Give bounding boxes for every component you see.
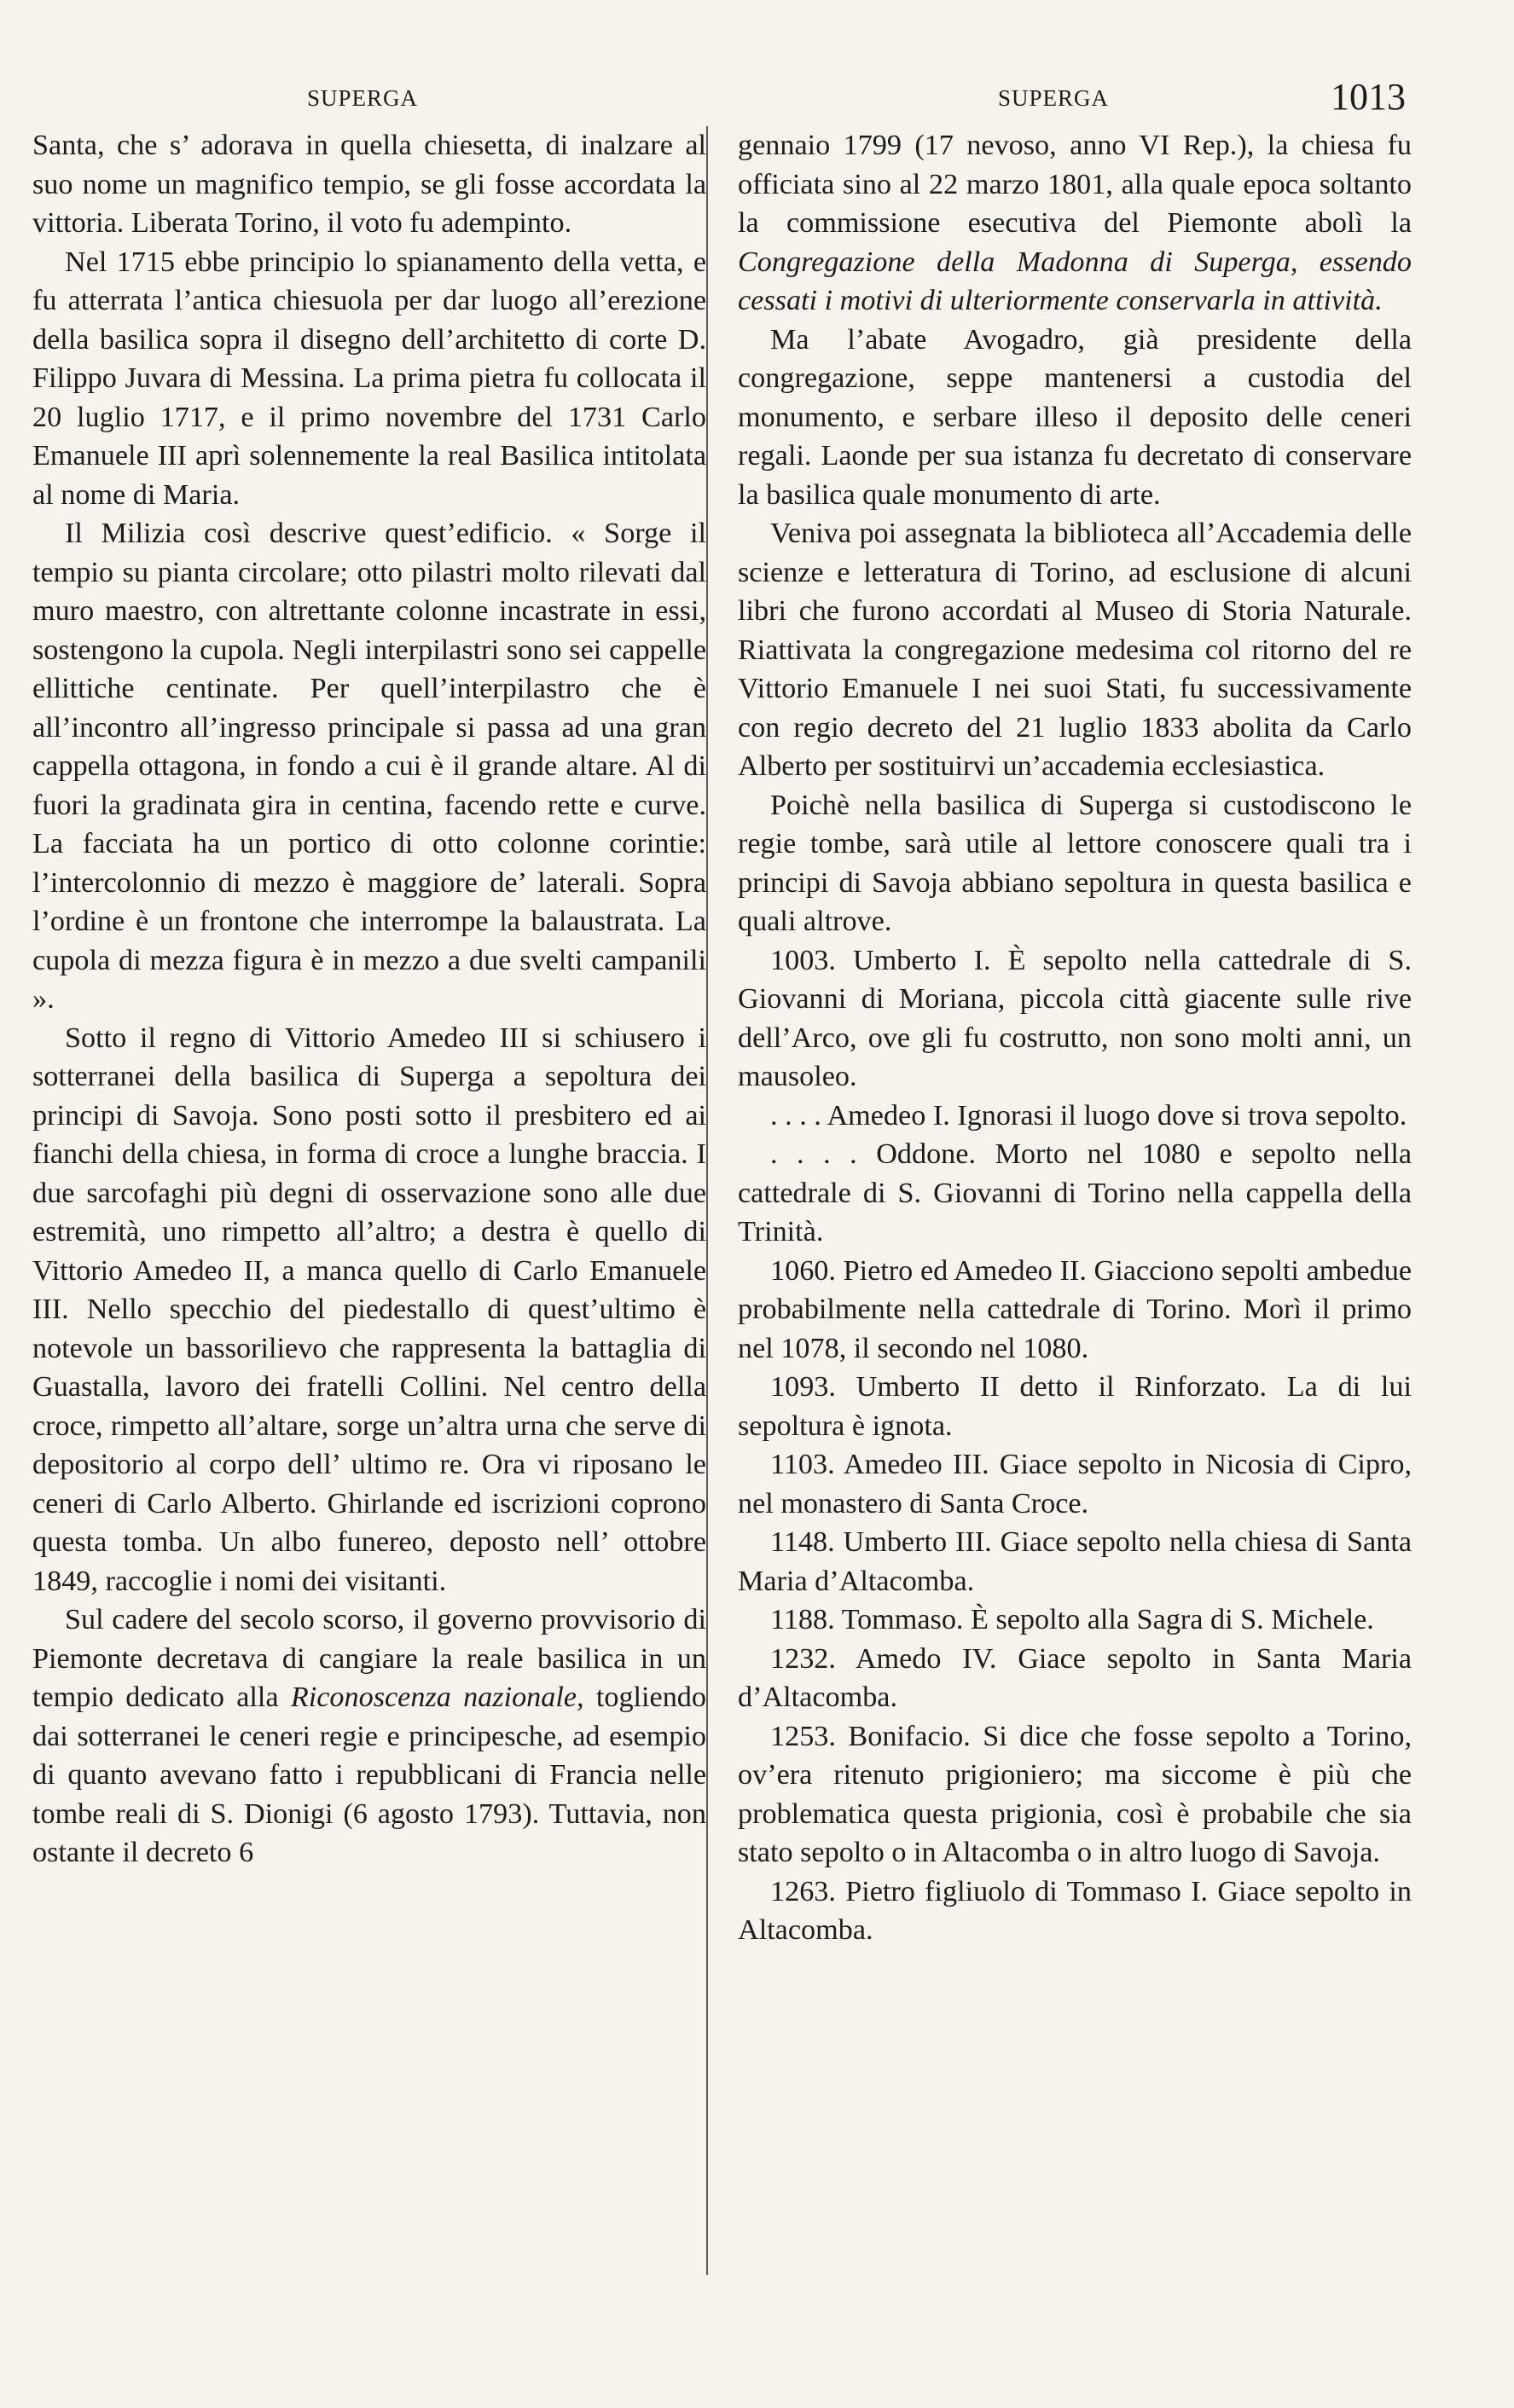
list-item: 1093. Umberto II detto il Rinforzato. La di lui sepoltura è ignota. [738,1371,1412,1442]
paragraph: Ma l’abate Avogadro, già presidente della congregazione, seppe mantenersi a custodia del monumento, e serbare illeso il deposito delle ceneri regali. Laonde per sua istanza fu decretato di conservare la basilica quale monumento di arte. [738,323,1412,511]
list-item: 1148. Umberto III. Giace sepolto nella chiesa di Santa Maria d’Altacomba. [738,1526,1412,1597]
list-item: 1188. Tommaso. È sepolto alla Sagra di S. Michele. [770,1604,1374,1635]
paragraph [32,1601,706,1873]
paragraph: Santa, che s’ adorava in quella chiesetta, di inalzare al suo nome un magnifico tempio, se gli fosse accordata la vittoria. Liberata Torino, il voto fu adempinto. [32,130,706,239]
paragraph: Veniva poi assegnata la biblioteca all’Accademia delle scienze e letteratura di Torino, ad esclusione di alcuni libri che furono accordati al Museo di Storia Naturale. Riattivata la congregazione medesima col ritorno del re Vittorio Emanuele I nei suoi Stati, fu successivamente con regio decreto del 21 luglio 1833 abolita da Carlo Alberto per sostituirvi un’accademia ecclesiastica. [738,518,1412,782]
list-item: 1103. Amedeo III. Giace sepolto in Nicosia di Cipro, nel monastero di Santa Croce. [738,1449,1412,1519]
list-item: 1060. Pietro ed Amedeo II. Giacciono sepolti ambedue probabilmente nella cattedrale di Torino. Morì il primo nel 1078, il secondo nel 1080. [738,1254,1412,1364]
list-item: 1253. Bonifacio. Si dice che fosse sepolto a Torino, ov’era ritenuto prigioniero; ma siccome è più che problematica questa prigionia, così è probabile che sia stato sepolto o in Altacomba o in altro luogo di Savoja. [738,1720,1412,1868]
running-title-right: SUPERGA [998,85,1110,111]
column-divider [706,126,708,2275]
list-item: . . . . Oddone. Morto nel 1080 e sepolto nella cattedrale di S. Giovanni di Torino nella cappella della Trinità. [738,1138,1412,1247]
list-item: 1232. Amedo IV. Giace sepolto in Santa Maria d’Altacomba. [738,1642,1412,1713]
paragraph: Sotto il regno di Vittorio Amedeo III si schiusero i sotterranei della basilica di Superga a sepoltura dei principi di Savoja. Sono posti sotto il presbitero ed ai fianchi della chiesa, in forma di croce a lunghe braccia. I due sarcofaghi più degni di osservazione sono alle due estremità, uno rimpetto all’altro; a destra è quello di Vittorio Amedeo II, a manca quello di Carlo Emanuele III. Nello specchio del piedestallo di quest’ultimo è notevole un bassorilievo che rappresenta la battaglia di Guastalla, lavoro dei fratelli Collini. Nel centro della croce, rimpetto all’altare, sorge un’altra urna che serve di depositorio al corpo dell’ ultimo re. Ora vi riposano le ceneri di Carlo Alberto. Ghirlande ed iscrizioni coprono questa tomba. Un albo funereo, deposto nell’ ottobre 1849, raccoglie i nomi dei visitanti. [32,1022,706,1597]
list-item: 1263. Pietro figliuolo di Tommaso I. Giace sepolto in Altacomba. [738,1875,1412,1946]
left-column [32,126,706,1873]
paragraph [738,126,1412,321]
text-run: gennaio 1799 (17 nevoso, anno VI Rep.), la chiesa fu officiata sino al 22 marzo 1801, alla quale epoca soltanto la commissione esecutiva del Piemonte abolì la [738,130,1412,239]
paragraph: Il Milizia così descrive quest’edificio. « Sorge il tempio su pianta circolare; otto pilastri molto rilevati dal muro maestro, con altrettante colonne incastrate in essi, sostengono la cupola. Negli interpilastri sono sei cappelle ellittiche centinate. Per quell’interpilastro che è all’incontro all’ingresso principale si passa ad una gran cappella ottagona, in fondo a cui è il grande altare. Al di fuori la gradinata gira in centina, facendo rette e curve. La facciata ha un portico di otto colonne corintie: l’intercolonnio di mezzo è maggiore de’ laterali. Sopra l’ordine è un frontone che interrompe la balaustrata. La cupola di mezza figura è in mezzo a due svelti campanili ». [32,518,706,1015]
paragraph: Poichè nella basilica di Superga si custodiscono le regie tombe, sarà utile al lettore conoscere quali tra i principi di Savoja abbiano sepoltura in questa basilica e quali altrove. [738,789,1412,937]
list-item: . . . . Amedeo I. Ignorasi il luogo dove si trova sepolto. [770,1099,1407,1132]
running-title-left: SUPERGA [307,85,419,111]
italic-run: Riconoscenza nazionale, [290,1682,584,1713]
list-item: 1003. Umberto I. È sepolto nella cattedrale di S. Giovanni di Moriana, piccola città giacente sulle rive dell’Arco, ove gli fu costrutto, non sono molti anni, un mausoleo. [738,944,1412,1092]
italic-run: Congregazione della Madonna di Superga, essendo cessati i motivi di ulteriormente conservarla in attività. [738,246,1412,316]
text-run: togliendo dai sotterranei le ceneri regie e principesche, ad esempio di quanto avevano fatto i repubblicani di Francia nelle tombe reali di S. Dionigi (6 agosto 1793). Tuttavia, non ostante il decreto 6 [32,1682,706,1868]
right-column [738,126,1412,1950]
paragraph: Nel 1715 ebbe principio lo spianamento della vetta, e fu atterrata l’antica chiesuola per dar luogo all’erezione della basilica sopra il disegno dell’architetto di corte D. Filippo Juvara di Messina. La prima pietra fu collocata il 20 luglio 1717, e il primo novembre del 1731 Carlo Emanuele III aprì solennemente la real Basilica intitolata al nome di Maria. [32,246,706,511]
text-run: Sul cadere del secolo scorso, il governo provvisorio di Piemonte decretava di cangiare la reale basilica in un tempio dedicato alla [32,1604,706,1713]
page-number: 1013 [1331,76,1406,118]
